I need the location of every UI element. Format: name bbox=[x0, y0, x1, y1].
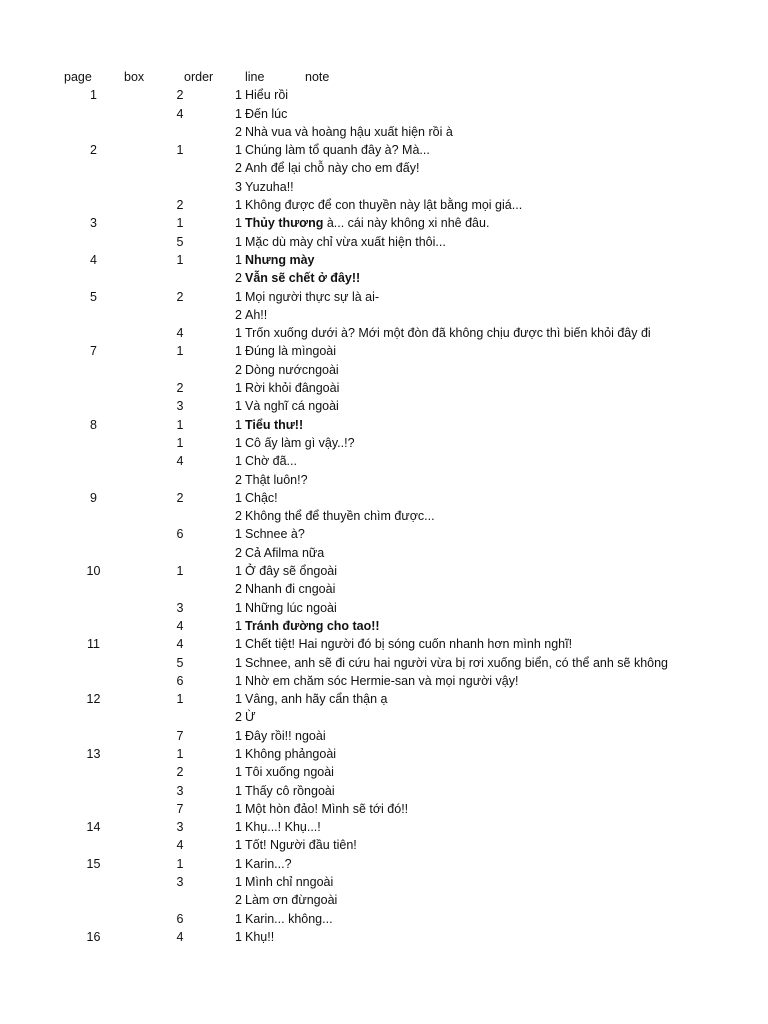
table-row bbox=[0, 361, 768, 379]
cell-note[interactable]: Và nghĩ cá ngoài bbox=[245, 399, 339, 414]
table-row bbox=[0, 342, 768, 360]
cell-note[interactable]: Karin...? bbox=[245, 856, 292, 871]
cell-page[interactable]: 10 bbox=[86, 564, 101, 579]
cell-page[interactable]: 9 bbox=[90, 490, 97, 505]
cell-line[interactable]: 1 bbox=[235, 88, 242, 103]
table-row bbox=[0, 782, 768, 800]
table-row bbox=[0, 123, 768, 141]
table-row bbox=[0, 544, 768, 562]
cell-line[interactable]: 1 bbox=[235, 801, 242, 816]
cell-note[interactable] bbox=[245, 214, 489, 232]
table-row bbox=[0, 178, 768, 196]
cell-line[interactable]: 1 bbox=[235, 234, 242, 249]
cell-line[interactable]: 1 bbox=[235, 216, 242, 231]
table-body bbox=[0, 86, 768, 946]
cell-box[interactable]: 1 bbox=[176, 143, 184, 158]
cell-line[interactable]: 1 bbox=[235, 820, 242, 835]
cell-box[interactable]: 6 bbox=[176, 911, 184, 926]
cell-line[interactable]: 2 bbox=[235, 124, 242, 139]
cell-note[interactable]: Cô ấy làm gì vậy..!? bbox=[245, 435, 355, 450]
table-row bbox=[0, 214, 768, 232]
header-box[interactable]: box bbox=[124, 70, 145, 84]
cell-line[interactable]: 1 bbox=[235, 783, 242, 798]
cell-line[interactable]: 1 bbox=[235, 454, 242, 469]
cell-line[interactable]: 1 bbox=[235, 198, 242, 213]
cell-line[interactable]: 1 bbox=[235, 673, 242, 688]
cell-note[interactable]: Schnee à? bbox=[245, 527, 305, 542]
table-row bbox=[0, 288, 768, 306]
cell-box[interactable]: 5 bbox=[176, 234, 184, 249]
cell-line[interactable]: 2 bbox=[235, 545, 242, 560]
cell-note[interactable]: Thật luôn!? bbox=[245, 472, 308, 487]
cell-line[interactable]: 1 bbox=[235, 143, 242, 158]
cell-box[interactable]: 2 bbox=[176, 765, 184, 780]
cell-box[interactable]: 6 bbox=[176, 673, 184, 688]
header-row bbox=[0, 68, 768, 86]
table-row bbox=[0, 159, 768, 177]
cell-line[interactable]: 1 bbox=[235, 106, 242, 121]
cell-line[interactable]: 1 bbox=[235, 875, 242, 890]
cell-line[interactable]: 1 bbox=[235, 435, 242, 450]
table-row bbox=[0, 141, 768, 159]
table-row bbox=[0, 306, 768, 324]
cell-line[interactable]: 1 bbox=[235, 381, 242, 396]
table-row bbox=[0, 525, 768, 543]
header-line[interactable]: line bbox=[245, 70, 265, 84]
cell-note[interactable]: Ừ bbox=[245, 710, 256, 725]
note-bold-part: Thủy thương bbox=[245, 216, 324, 231]
cell-note[interactable]: Thấy cô rồngoài bbox=[245, 783, 335, 798]
table-row bbox=[0, 397, 768, 415]
cell-note[interactable]: Tốt! Người đầu tiên! bbox=[245, 838, 357, 853]
cell-note[interactable]: Vẫn sẽ chết ở đây!! bbox=[245, 271, 361, 286]
cell-page[interactable]: 7 bbox=[90, 344, 97, 359]
cell-line[interactable]: 1 bbox=[235, 746, 242, 761]
cell-box[interactable]: 1 bbox=[176, 435, 184, 450]
table-row bbox=[0, 86, 768, 104]
cell-box[interactable]: 3 bbox=[176, 820, 184, 835]
cell-box[interactable]: 1 bbox=[176, 344, 184, 359]
cell-box[interactable]: 4 bbox=[176, 326, 184, 341]
cell-page[interactable]: 16 bbox=[86, 929, 101, 944]
cell-line[interactable]: 1 bbox=[235, 527, 242, 542]
cell-page[interactable]: 13 bbox=[86, 746, 101, 761]
table-row bbox=[0, 891, 768, 909]
cell-line[interactable]: 2 bbox=[235, 582, 242, 597]
cell-box[interactable]: 2 bbox=[176, 198, 184, 213]
cell-box[interactable]: 4 bbox=[176, 838, 184, 853]
cell-line[interactable]: 1 bbox=[235, 728, 242, 743]
cell-note[interactable]: Đến lúc bbox=[245, 106, 288, 121]
cell-line[interactable]: 3 bbox=[235, 179, 242, 194]
cell-page[interactable]: 14 bbox=[86, 820, 101, 835]
cell-box[interactable]: 1 bbox=[176, 746, 184, 761]
cell-line[interactable]: 2 bbox=[235, 710, 242, 725]
cell-note[interactable]: Khụ...! Khụ...! bbox=[245, 820, 321, 835]
cell-note[interactable]: Yuzuha!! bbox=[245, 179, 294, 194]
cell-line[interactable]: 1 bbox=[235, 856, 242, 871]
header-page[interactable]: page bbox=[64, 70, 92, 84]
cell-box[interactable]: 7 bbox=[176, 801, 184, 816]
table-row bbox=[0, 105, 768, 123]
header-order[interactable]: order bbox=[184, 70, 214, 84]
cell-note[interactable]: Ah!! bbox=[245, 307, 268, 322]
table-row bbox=[0, 233, 768, 251]
table-row bbox=[0, 910, 768, 928]
table-row bbox=[0, 324, 768, 342]
cell-line[interactable]: 2 bbox=[235, 509, 242, 524]
cell-box[interactable]: 4 bbox=[176, 618, 184, 633]
cell-note[interactable]: Những lúc ngoài bbox=[245, 600, 337, 615]
table-row bbox=[0, 471, 768, 489]
cell-note[interactable]: Cả Afilma nữa bbox=[245, 545, 325, 560]
cell-note[interactable]: Tôi xuống ngoài bbox=[245, 765, 334, 780]
cell-note[interactable]: Dòng nướcngoài bbox=[245, 362, 339, 377]
cell-page[interactable]: 8 bbox=[90, 417, 97, 432]
cell-page[interactable]: 2 bbox=[90, 143, 97, 158]
cell-line[interactable]: 1 bbox=[235, 765, 242, 780]
cell-line[interactable]: 1 bbox=[235, 417, 242, 432]
cell-page[interactable]: 4 bbox=[90, 252, 97, 267]
cell-box[interactable]: 4 bbox=[176, 637, 184, 652]
cell-note[interactable]: Schnee, anh sẽ đi cứu hai người vừa bị rơi xuống biển, có thể anh sẽ không bbox=[245, 655, 669, 670]
table-row bbox=[0, 873, 768, 891]
cell-line[interactable]: 1 bbox=[235, 911, 242, 926]
table-row bbox=[0, 745, 768, 763]
cell-note[interactable]: Đây rồi!! ngoài bbox=[245, 728, 326, 743]
table-row bbox=[0, 763, 768, 781]
cell-box[interactable]: 1 bbox=[176, 856, 184, 871]
cell-box[interactable]: 2 bbox=[176, 88, 184, 103]
cell-page[interactable]: 1 bbox=[90, 88, 97, 103]
cell-note[interactable]: Vâng, anh hãy cẩn thận ạ bbox=[245, 692, 388, 707]
table-row bbox=[0, 708, 768, 726]
table-row bbox=[0, 690, 768, 708]
cell-note[interactable]: Chúng làm tổ quanh đây à? Mà... bbox=[245, 143, 430, 158]
cell-note[interactable]: Trốn xuống dưới à? Mới một đòn đã không chịu được thì biến khỏi đây đi bbox=[245, 326, 651, 341]
cell-note[interactable]: Chờ đã... bbox=[245, 454, 297, 469]
cell-line[interactable]: 1 bbox=[235, 637, 242, 652]
cell-line[interactable]: 2 bbox=[235, 161, 242, 176]
cell-note[interactable]: Ở đây sẽ ổngoài bbox=[245, 564, 338, 579]
cell-box[interactable]: 6 bbox=[176, 527, 184, 542]
table-row bbox=[0, 452, 768, 470]
cell-note[interactable]: Chết tiệt! Hai người đó bị sóng cuốn nhanh hơn mình nghĩ! bbox=[245, 637, 573, 652]
cell-box[interactable]: 3 bbox=[176, 399, 184, 414]
cell-line[interactable]: 2 bbox=[235, 472, 242, 487]
cell-line[interactable]: 1 bbox=[235, 399, 242, 414]
cell-line[interactable]: 1 bbox=[235, 655, 242, 670]
cell-box[interactable]: 3 bbox=[176, 600, 184, 615]
cell-note[interactable]: Một hòn đảo! Mình sẽ tới đó!! bbox=[245, 801, 409, 816]
note-rest-part: à... cái này không xi nhê đâu. bbox=[323, 216, 490, 231]
cell-line[interactable]: 1 bbox=[235, 692, 242, 707]
cell-line[interactable]: 1 bbox=[235, 564, 242, 579]
cell-line[interactable]: 1 bbox=[235, 252, 242, 267]
table-row bbox=[0, 507, 768, 525]
cell-line[interactable]: 1 bbox=[235, 344, 242, 359]
cell-note[interactable]: Mọi người thực sự là ai- bbox=[245, 289, 380, 304]
cell-line[interactable]: 1 bbox=[235, 490, 242, 505]
cell-note[interactable]: Mình chỉ nngoài bbox=[245, 875, 334, 890]
table-row bbox=[0, 379, 768, 397]
cell-box[interactable]: 3 bbox=[176, 875, 184, 890]
table-row bbox=[0, 654, 768, 672]
table-row bbox=[0, 635, 768, 653]
cell-line[interactable]: 1 bbox=[235, 326, 242, 341]
table-row bbox=[0, 434, 768, 452]
cell-line[interactable]: 2 bbox=[235, 893, 242, 908]
cell-note[interactable]: Không phảngoài bbox=[245, 746, 337, 761]
cell-note[interactable]: Karin... không... bbox=[245, 911, 333, 926]
cell-box[interactable]: 1 bbox=[176, 417, 184, 432]
table-row bbox=[0, 196, 768, 214]
table-row bbox=[0, 836, 768, 854]
cell-box[interactable]: 1 bbox=[176, 692, 184, 707]
cell-note[interactable]: Khụ!! bbox=[245, 929, 275, 944]
table-row bbox=[0, 727, 768, 745]
cell-note[interactable]: Không thể để thuyền chìm được... bbox=[245, 509, 435, 524]
cell-box[interactable]: 2 bbox=[176, 381, 184, 396]
cell-box[interactable]: 4 bbox=[176, 454, 184, 469]
table-row bbox=[0, 416, 768, 434]
cell-box[interactable]: 1 bbox=[176, 216, 184, 231]
cell-note[interactable]: Mặc dù mày chỉ vừa xuất hiện thôi... bbox=[245, 234, 446, 249]
cell-note[interactable]: Nhưng mày bbox=[245, 252, 315, 267]
table-row bbox=[0, 599, 768, 617]
cell-line[interactable]: 1 bbox=[235, 618, 242, 633]
cell-line[interactable]: 1 bbox=[235, 929, 242, 944]
cell-box[interactable]: 2 bbox=[176, 490, 184, 505]
cell-line[interactable]: 2 bbox=[235, 271, 242, 286]
cell-page[interactable]: 15 bbox=[86, 856, 101, 871]
table-row bbox=[0, 818, 768, 836]
table-row bbox=[0, 800, 768, 818]
table-row bbox=[0, 269, 768, 287]
cell-line[interactable]: 2 bbox=[235, 307, 242, 322]
cell-note[interactable]: Nhờ em chăm sóc Hermie-san và mọi người vậy! bbox=[245, 673, 519, 688]
cell-note[interactable]: Hiểu rồi bbox=[245, 88, 289, 103]
table-row bbox=[0, 928, 768, 946]
cell-line[interactable]: 1 bbox=[235, 289, 242, 304]
cell-box[interactable]: 2 bbox=[176, 289, 184, 304]
cell-note[interactable]: Tiểu thư!! bbox=[245, 417, 304, 432]
cell-page[interactable]: 11 bbox=[87, 637, 100, 652]
spreadsheet bbox=[0, 68, 768, 946]
cell-page[interactable]: 5 bbox=[90, 289, 97, 304]
table-row bbox=[0, 562, 768, 580]
cell-note[interactable]: Đúng là mìngoài bbox=[245, 344, 337, 359]
cell-line[interactable]: 1 bbox=[235, 838, 242, 853]
cell-note[interactable]: Nhà vua và hoàng hậu xuất hiện rồi à bbox=[245, 124, 453, 139]
cell-box[interactable]: 4 bbox=[176, 106, 184, 121]
cell-note[interactable]: Chậc! bbox=[245, 490, 278, 505]
cell-box[interactable]: 1 bbox=[176, 252, 184, 267]
cell-note[interactable]: Tránh đường cho tao!! bbox=[245, 618, 380, 633]
cell-box[interactable]: 1 bbox=[176, 564, 184, 579]
cell-note[interactable]: Làm ơn đừngoài bbox=[245, 893, 338, 908]
cell-box[interactable]: 5 bbox=[176, 655, 184, 670]
cell-note[interactable]: Anh để lại chỗ này cho em đấy! bbox=[245, 161, 420, 176]
table-row bbox=[0, 251, 768, 269]
table-row bbox=[0, 580, 768, 598]
cell-page[interactable]: 12 bbox=[86, 692, 101, 707]
cell-note[interactable]: Nhanh đi cngoài bbox=[245, 582, 336, 597]
cell-note[interactable]: Không được để con thuyền này lật bằng mọi giá... bbox=[245, 198, 523, 213]
cell-line[interactable]: 1 bbox=[235, 600, 242, 615]
cell-box[interactable]: 4 bbox=[176, 929, 184, 944]
table-row bbox=[0, 855, 768, 873]
header-note[interactable]: note bbox=[305, 70, 330, 84]
table-row bbox=[0, 672, 768, 690]
table-row bbox=[0, 617, 768, 635]
cell-page[interactable]: 3 bbox=[90, 216, 97, 231]
cell-line[interactable]: 2 bbox=[235, 362, 242, 377]
cell-note[interactable]: Rời khỏi đângoài bbox=[245, 381, 340, 396]
cell-box[interactable]: 3 bbox=[176, 783, 184, 798]
cell-box[interactable]: 7 bbox=[176, 728, 184, 743]
table-row bbox=[0, 489, 768, 507]
